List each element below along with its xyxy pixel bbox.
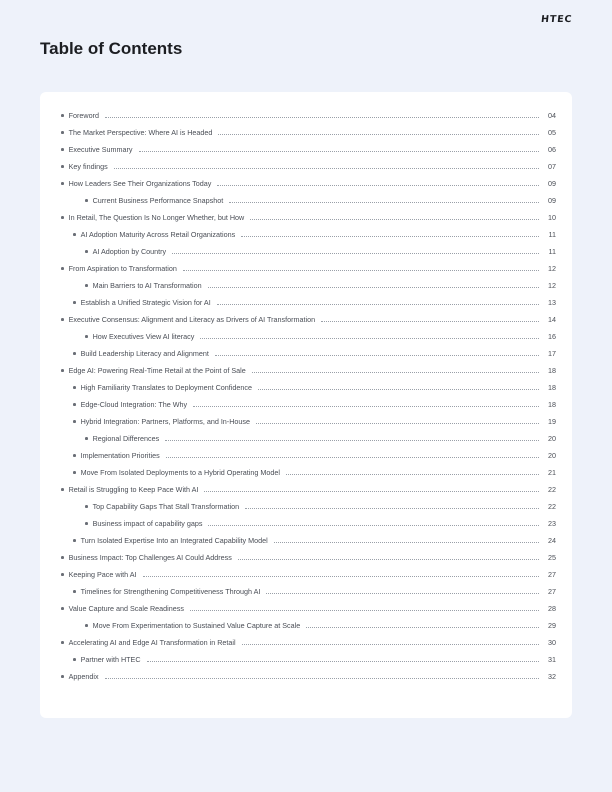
dot-leader — [208, 287, 539, 288]
toc-entry-label: Main Barriers to AI Transformation — [92, 281, 202, 290]
toc-entry[interactable] — [40, 192, 572, 209]
bullet-icon — [61, 488, 64, 491]
toc-entry[interactable] — [40, 549, 572, 566]
dot-leader — [105, 678, 539, 679]
toc-entry[interactable] — [40, 294, 572, 311]
dot-leader — [242, 644, 539, 645]
page-title: Table of Contents — [40, 39, 183, 58]
toc-entry[interactable] — [40, 311, 572, 328]
toc-entry-label: Top Capability Gaps That Stall Transformation — [92, 502, 240, 511]
toc-entry[interactable] — [40, 379, 572, 396]
dot-leader — [147, 661, 539, 662]
bullet-icon — [85, 437, 88, 440]
toc-entry[interactable] — [40, 158, 572, 175]
bullet-icon — [61, 607, 64, 610]
toc-entry-page-number: 09 — [548, 179, 556, 188]
dot-leader — [266, 593, 539, 594]
toc-entry-label: How Leaders See Their Organizations Today — [68, 179, 212, 188]
toc-entry[interactable] — [40, 328, 572, 345]
dot-leader — [143, 576, 539, 577]
toc-entry-page-number: 11 — [548, 230, 556, 239]
bullet-icon — [73, 454, 76, 457]
toc-entry-label: AI Adoption Maturity Across Retail Organizations — [80, 230, 236, 239]
toc-entry-label: Move From Isolated Deployments to a Hybrid Operating Model — [80, 468, 280, 477]
toc-entry-label: How Executives View AI literacy — [92, 332, 195, 341]
dot-leader — [217, 185, 539, 186]
bullet-icon — [85, 522, 88, 525]
toc-entry[interactable] — [40, 566, 572, 583]
toc-entry-label: Appendix — [68, 672, 99, 681]
toc-entry[interactable] — [40, 583, 572, 600]
toc-entry-page-number: 05 — [548, 128, 556, 137]
toc-entry[interactable] — [40, 175, 572, 192]
toc-entry-label: Executive Consensus: Alignment and Literacy as Drivers of AI Transformation — [68, 315, 316, 324]
toc-entry-label: Retail is Struggling to Keep Pace With AI — [68, 485, 199, 494]
dot-leader — [229, 202, 539, 203]
toc-entry-page-number: 12 — [548, 264, 556, 273]
toc-entry-page-number: 18 — [548, 400, 556, 409]
toc-entry[interactable] — [40, 515, 572, 532]
toc-entry-page-number: 19 — [548, 417, 556, 426]
toc-entry-page-number: 07 — [548, 162, 556, 171]
bullet-icon — [61, 216, 64, 219]
toc-entry-page-number: 31 — [548, 655, 556, 664]
bullet-icon — [73, 403, 76, 406]
toc-entry-page-number: 20 — [548, 434, 556, 443]
bullet-icon — [73, 386, 76, 389]
dot-leader — [258, 389, 539, 390]
toc-entry-page-number: 30 — [548, 638, 556, 647]
toc-entry-page-number: 25 — [548, 553, 556, 562]
toc-entry-page-number: 13 — [548, 298, 556, 307]
toc-entry-label: In Retail, The Question Is No Longer Whether, but How — [68, 213, 245, 222]
toc-entry[interactable] — [40, 277, 572, 294]
bullet-icon — [61, 369, 64, 372]
dot-leader — [306, 627, 539, 628]
bullet-icon — [85, 624, 88, 627]
toc-entry[interactable] — [40, 447, 572, 464]
toc-entry-page-number: 18 — [548, 366, 556, 375]
toc-entry-label: Key findings — [68, 162, 108, 171]
bullet-icon — [61, 165, 64, 168]
toc-entry-label: AI Adoption by Country — [92, 247, 167, 256]
toc-entry-label: Business impact of capability gaps — [92, 519, 203, 528]
bullet-icon — [61, 182, 64, 185]
toc-entry[interactable] — [40, 668, 572, 685]
toc-entry-label: Move From Experimentation to Sustained Value Capture at Scale — [92, 621, 301, 630]
toc-entry-page-number: 29 — [548, 621, 556, 630]
bullet-icon — [61, 573, 64, 576]
bullet-icon — [73, 301, 76, 304]
toc-entry-label: Executive Summary — [68, 145, 133, 154]
bullet-icon — [61, 318, 64, 321]
toc-entry[interactable] — [40, 464, 572, 481]
toc-entry-label: Implementation Priorities — [80, 451, 160, 460]
htec-logo: HTEC — [540, 14, 573, 25]
bullet-icon — [61, 267, 64, 270]
dot-leader — [208, 525, 539, 526]
bullet-icon — [61, 131, 64, 134]
bullet-icon — [73, 352, 76, 355]
toc-entry-page-number: 18 — [548, 383, 556, 392]
toc-entry-label: Regional Differences — [92, 434, 160, 443]
dot-leader — [238, 559, 539, 560]
toc-entry[interactable] — [40, 362, 572, 379]
toc-entry[interactable] — [40, 260, 572, 277]
dot-leader — [190, 610, 539, 611]
toc-entry-page-number: 22 — [548, 485, 556, 494]
dot-leader — [286, 474, 539, 475]
bullet-icon — [85, 199, 88, 202]
toc-entry-page-number: 22 — [548, 502, 556, 511]
toc-entry-label: Keeping Pace with AI — [68, 570, 137, 579]
dot-leader — [218, 134, 539, 135]
toc-entry-page-number: 27 — [548, 570, 556, 579]
bullet-icon — [61, 675, 64, 678]
bullet-icon — [61, 556, 64, 559]
toc-entry-label: Establish a Unified Strategic Vision for AI — [80, 298, 211, 307]
dot-leader — [166, 457, 539, 458]
dot-leader — [274, 542, 539, 543]
bullet-icon — [61, 641, 64, 644]
toc-entry-page-number: 17 — [548, 349, 556, 358]
toc-entry[interactable] — [40, 600, 572, 617]
bullet-icon — [61, 148, 64, 151]
toc-entry-page-number: 11 — [548, 247, 556, 256]
dot-leader — [165, 440, 539, 441]
toc-entry[interactable] — [40, 107, 572, 124]
dot-leader — [172, 253, 539, 254]
toc-entry-label: Edge-Cloud Integration: The Why — [80, 400, 188, 409]
toc-entry-page-number: 10 — [548, 213, 556, 222]
bullet-icon — [85, 250, 88, 253]
toc-entry-label: Build Leadership Literacy and Alignment — [80, 349, 209, 358]
bullet-icon — [85, 284, 88, 287]
toc-list — [40, 107, 572, 685]
toc-entry[interactable] — [40, 532, 572, 549]
toc-entry-page-number: 32 — [548, 672, 556, 681]
bullet-icon — [73, 658, 76, 661]
toc-entry-label: Partner with HTEC — [80, 655, 141, 664]
toc-entry[interactable] — [40, 617, 572, 634]
toc-entry[interactable] — [40, 141, 572, 158]
toc-entry-label: Edge AI: Powering Real-Time Retail at the Point of Sale — [68, 366, 246, 375]
toc-entry-page-number: 24 — [548, 536, 556, 545]
toc-entry-label: Value Capture and Scale Readiness — [68, 604, 184, 613]
toc-entry-label: The Market Perspective: Where AI is Headed — [68, 128, 213, 137]
bullet-icon — [85, 335, 88, 338]
dot-leader — [139, 151, 539, 152]
toc-entry-label: From Aspiration to Transformation — [68, 264, 177, 273]
toc-entry-label: Hybrid Integration: Partners, Platforms, and In-House — [80, 417, 250, 426]
dot-leader — [114, 168, 539, 169]
toc-entry-label: Accelerating AI and Edge AI Transformation in Retail — [68, 638, 236, 647]
dot-leader — [250, 219, 539, 220]
toc-entry-page-number: 09 — [548, 196, 556, 205]
dot-leader — [241, 236, 539, 237]
dot-leader — [256, 423, 539, 424]
toc-entry-page-number: 06 — [548, 145, 556, 154]
toc-entry[interactable] — [40, 651, 572, 668]
dot-leader — [321, 321, 539, 322]
toc-entry-label: Foreword — [68, 111, 99, 120]
toc-entry-page-number: 23 — [548, 519, 556, 528]
toc-entry-page-number: 27 — [548, 587, 556, 596]
toc-entry-page-number: 04 — [548, 111, 556, 120]
toc-entry[interactable] — [40, 481, 572, 498]
toc-entry-page-number: 28 — [548, 604, 556, 613]
toc-entry[interactable] — [40, 396, 572, 413]
toc-entry[interactable] — [40, 345, 572, 362]
dot-leader — [204, 491, 539, 492]
bullet-icon — [73, 420, 76, 423]
toc-entry[interactable] — [40, 413, 572, 430]
bullet-icon — [73, 471, 76, 474]
toc-entry-page-number: 20 — [548, 451, 556, 460]
dot-leader — [105, 117, 539, 118]
toc-entry-label: Current Business Performance Snapshot — [92, 196, 224, 205]
dot-leader — [252, 372, 539, 373]
toc-entry[interactable] — [40, 634, 572, 651]
toc-entry-label: High Familiarity Translates to Deployment Confidence — [80, 383, 252, 392]
toc-card — [40, 92, 572, 718]
toc-entry-label: Timelines for Strengthening Competitiveness Through AI — [80, 587, 261, 596]
dot-leader — [200, 338, 539, 339]
toc-entry[interactable] — [40, 498, 572, 515]
bullet-icon — [61, 114, 64, 117]
toc-entry-label: Turn Isolated Expertise Into an Integrated Capability Model — [80, 536, 268, 545]
toc-entry-page-number: 12 — [548, 281, 556, 290]
toc-entry[interactable] — [40, 226, 572, 243]
dot-leader — [245, 508, 539, 509]
toc-entry-page-number: 21 — [548, 468, 556, 477]
toc-entry[interactable] — [40, 209, 572, 226]
dot-leader — [215, 355, 539, 356]
toc-entry-page-number: 16 — [548, 332, 556, 341]
dot-leader — [193, 406, 539, 407]
toc-entry[interactable] — [40, 430, 572, 447]
dot-leader — [183, 270, 539, 271]
dot-leader — [217, 304, 539, 305]
bullet-icon — [73, 539, 76, 542]
bullet-icon — [85, 505, 88, 508]
toc-entry[interactable] — [40, 124, 572, 141]
bullet-icon — [73, 590, 76, 593]
bullet-icon — [73, 233, 76, 236]
toc-entry-page-number: 14 — [548, 315, 556, 324]
toc-entry-label: Business Impact: Top Challenges AI Could Address — [68, 553, 232, 562]
toc-entry[interactable] — [40, 243, 572, 260]
